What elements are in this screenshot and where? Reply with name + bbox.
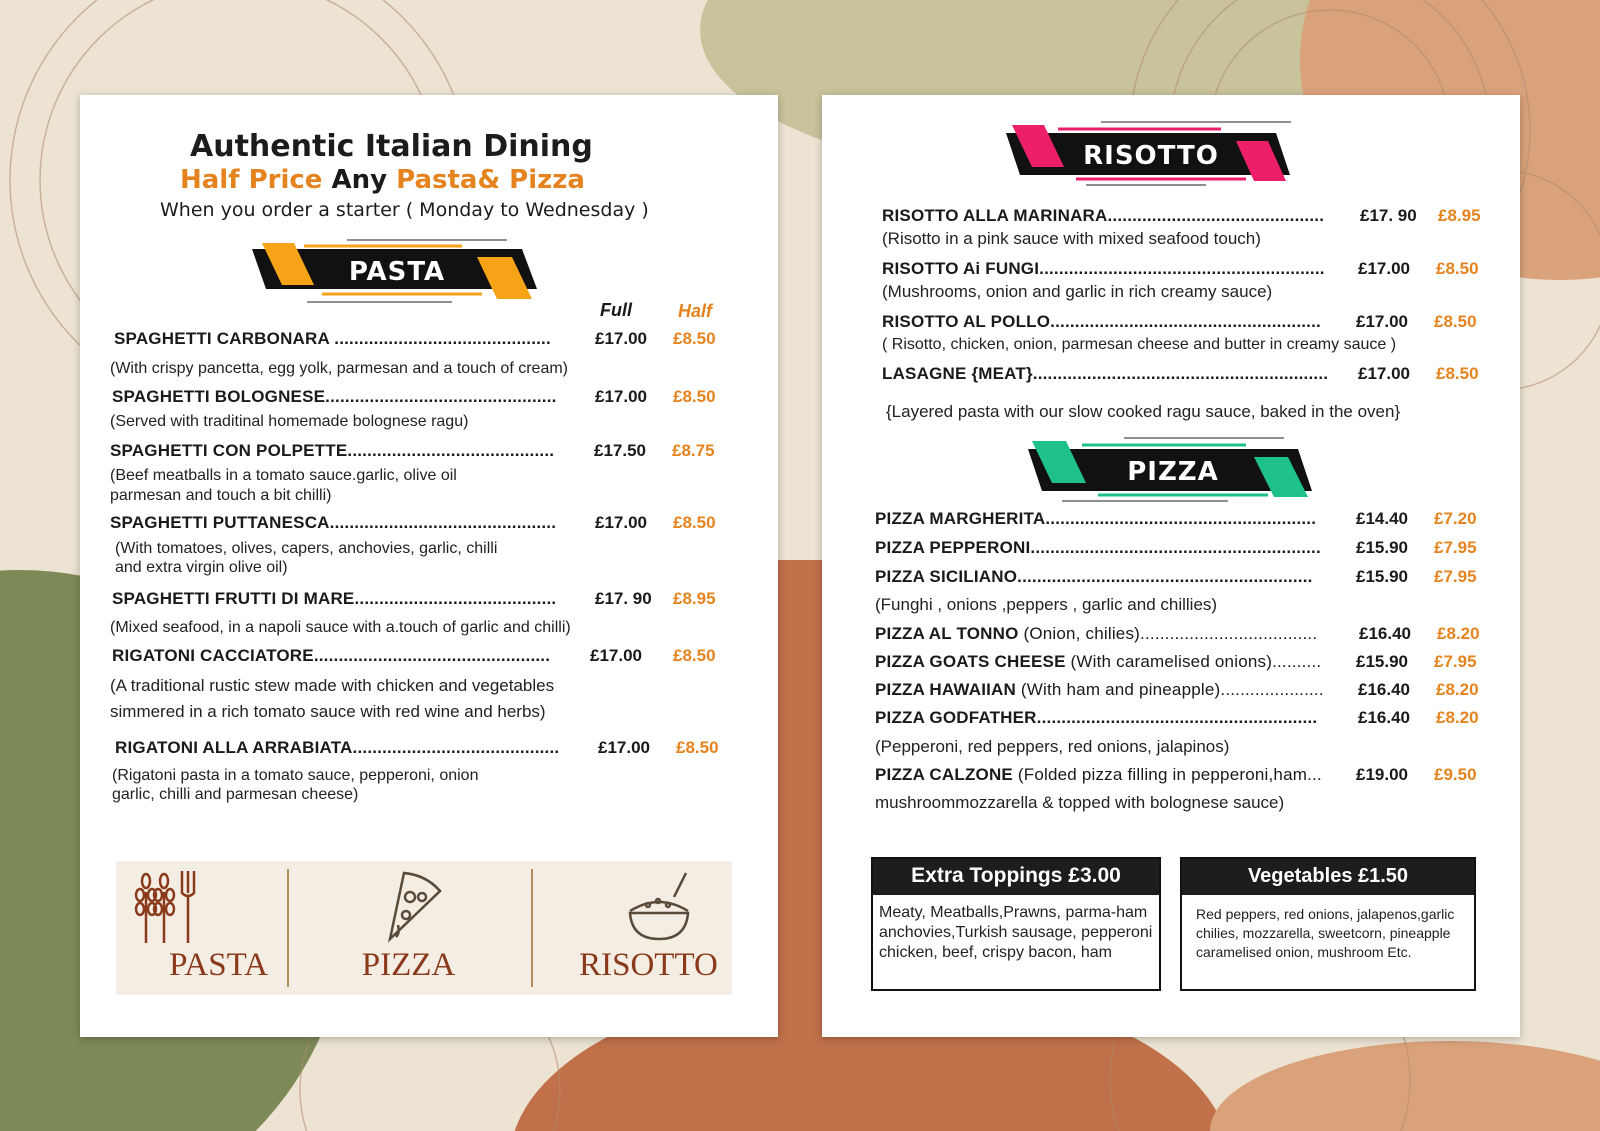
pizza-section-banner — [1028, 435, 1318, 503]
vegetables-list — [1182, 895, 1474, 972]
price-half: £8.50 — [1434, 312, 1477, 331]
menu-item-name: PIZZA AL TONNO (Onion, chilies).................................... — [875, 624, 1318, 643]
menu-item-description: ( Risotto, chicken, onion, parmesan cheese and butter in creamy sauce ) — [882, 336, 1397, 353]
menu-item-name: PIZZA SICILIANO............................................................ — [875, 567, 1313, 586]
price-half: £8.50 — [673, 513, 716, 532]
column-half-header: Half — [678, 301, 713, 321]
price-full: £15.90 — [1356, 567, 1408, 586]
risotto-section-title: RISOTTO — [1083, 141, 1219, 171]
category-risotto — [546, 861, 751, 995]
price-half: £8.50 — [673, 387, 716, 406]
category-strip — [116, 861, 732, 995]
category-divider — [531, 869, 533, 987]
menu-item-name: SPAGHETTI BOLOGNESE............................................... — [112, 387, 557, 406]
price-half: £8.50 — [676, 738, 719, 757]
menu-item-description: (Beef meatballs in a tomato sauce.garlic, olive oil — [110, 467, 457, 484]
menu-item-name: SPAGHETTI PUTTANESCA.............................................. — [110, 513, 557, 532]
menu-item-description: (Pepperoni, red peppers, red onions, jalapinos) — [875, 737, 1230, 756]
promo-any: Any — [322, 165, 397, 195]
category-label: PIZZA — [361, 947, 456, 983]
promo-half-price: Half Price — [180, 165, 323, 195]
menu-item-name: SPAGHETTI FRUTTI DI MARE......................................... — [112, 589, 557, 608]
vegetables-title: Vegetables £1.50 — [1182, 859, 1474, 895]
menu-item-name: SPAGHETTI CON POLPETTE.......................................... — [110, 441, 555, 460]
price-half: £7.95 — [1434, 567, 1477, 586]
menu-item-name: RIGATONI ALLA ARRABIATA.......................................... — [115, 738, 560, 757]
price-half: £7.20 — [1434, 509, 1477, 528]
menu-item-description: (With tomatoes, olives, capers, anchovies, garlic, chilli — [115, 540, 498, 557]
menu-item-name: PIZZA PEPPERONI........................................................... — [875, 538, 1321, 557]
price-half: £8.20 — [1436, 680, 1479, 699]
price-full: £17.00 — [598, 738, 650, 757]
price-full: £17.00 — [595, 513, 647, 532]
menu-item-name: PIZZA HAWAIIAN (With ham and pineapple)..................... — [875, 680, 1324, 699]
menu-item-description: mushroommozzarella & topped with bolognese sauce) — [875, 793, 1285, 812]
vegetables-box — [1180, 857, 1476, 991]
price-full: £19.00 — [1356, 765, 1408, 784]
price-half: £8.20 — [1437, 624, 1480, 643]
extra-toppings-line: anchovies,Turkish sausage, pepperoni — [879, 924, 1153, 941]
category-divider — [287, 869, 289, 987]
menu-item-name: SPAGHETTI CARBONARA ............................................ — [114, 329, 551, 348]
right-menu-page — [822, 95, 1520, 1037]
vegetables-line: chilies, mozzarella, sweetcorn, pineapple — [1196, 925, 1451, 941]
price-half: £8.50 — [1436, 364, 1479, 383]
price-full: £16.40 — [1359, 624, 1411, 643]
price-half: £8.95 — [673, 589, 716, 608]
price-full: £17.00 — [1358, 259, 1410, 278]
price-half: £7.95 — [1434, 652, 1477, 671]
menu-item-description: (Mushrooms, onion and garlic in rich creamy sauce) — [882, 282, 1273, 301]
menu-item-name: PIZZA MARGHERITA....................................................... — [875, 509, 1317, 528]
price-full: £17.00 — [1358, 364, 1410, 383]
promo-subtitle — [180, 165, 585, 195]
price-full: £17.00 — [595, 387, 647, 406]
pasta-section-banner — [252, 237, 542, 307]
extra-toppings-line: chicken, beef, crispy bacon, ham — [879, 944, 1113, 961]
menu-item-name: RISOTTO ALLA MARINARA............................................ — [882, 206, 1325, 225]
price-full: £16.40 — [1358, 680, 1410, 699]
vegetables-line: Red peppers, red onions, jalapenos,garlic — [1196, 906, 1455, 922]
price-full: £17.00 — [595, 329, 647, 348]
menu-item-name: PIZZA CALZONE (Folded pizza filling in pepperoni,ham... — [875, 765, 1322, 784]
price-half: £9.50 — [1434, 765, 1477, 784]
pizza-slice-icon — [376, 867, 446, 947]
menu-item-description: (Served with traditinal homemade bolognese ragu) — [110, 413, 469, 430]
menu-item-name: LASAGNE {MEAT}............................................................ — [882, 364, 1329, 383]
extra-toppings-line: Meaty, Meatballs,Prawns, parma-ham — [879, 904, 1148, 921]
left-menu-page — [80, 95, 778, 1037]
menu-item-name: RIGATONI CACCIATORE................................................ — [112, 646, 551, 665]
menu-item-description: garlic, chilli and parmesan cheese) — [112, 786, 359, 803]
price-half: £8.95 — [1438, 206, 1481, 225]
menu-item-name: RISOTTO AL POLLO....................................................... — [882, 312, 1321, 331]
menu-item-description: (A traditional rustic stew made with chicken and vegetables — [110, 676, 555, 695]
menu-item-description: (Risotto in a pink sauce with mixed seafood touch) — [882, 229, 1261, 248]
price-full: £17. 90 — [1360, 206, 1417, 225]
price-full: £17.00 — [590, 646, 642, 665]
menu-item-description: {Layered pasta with our slow cooked ragu sauce, baked in the oven} — [886, 402, 1401, 421]
pizza-section-title: PIZZA — [1127, 457, 1219, 487]
column-full-header: Full — [600, 300, 632, 320]
price-full: £14.40 — [1356, 509, 1408, 528]
menu-item-description: (Mixed seafood, in a napoli sauce with a.touch of garlic and chilli) — [110, 619, 571, 636]
menu-item-description: and extra virgin olive oil) — [115, 559, 288, 576]
price-half: £7.95 — [1434, 538, 1477, 557]
category-label: PASTA — [169, 947, 268, 983]
price-full: £16.40 — [1358, 708, 1410, 727]
risotto-bowl-icon — [624, 867, 694, 947]
price-half: £8.50 — [1436, 259, 1479, 278]
price-full: £17.00 — [1356, 312, 1408, 331]
wheat-fork-icon — [134, 867, 204, 947]
price-full: £17.50 — [594, 441, 646, 460]
extra-toppings-title: Extra Toppings £3.00 — [873, 859, 1159, 895]
menu-item-description: simmered in a rich tomato sauce with red wine and herbs) — [110, 702, 546, 721]
promo-pasta-pizza: Pasta& Pizza — [396, 165, 585, 195]
category-pizza — [306, 861, 511, 995]
risotto-section-banner — [1006, 119, 1296, 187]
price-half: £8.50 — [673, 329, 716, 348]
price-full: £15.90 — [1356, 538, 1408, 557]
menu-item-name: RISOTTO Ai FUNGI.......................................................... — [882, 259, 1325, 278]
price-half: £8.50 — [673, 646, 716, 665]
price-half: £8.75 — [672, 441, 715, 460]
price-full: £17. 90 — [595, 589, 652, 608]
vegetables-line: caramelised onion, mushroom Etc. — [1196, 944, 1412, 960]
menu-item-name: PIZZA GODFATHER......................................................... — [875, 708, 1318, 727]
extra-toppings-box — [871, 857, 1161, 991]
menu-item-description: parmesan and touch a bit chilli) — [110, 487, 332, 504]
menu-item-name: PIZZA GOATS CHEESE (With caramelised onions).......... — [875, 652, 1322, 671]
price-half: £8.20 — [1436, 708, 1479, 727]
category-label: RISOTTO — [579, 947, 718, 983]
menu-item-description: (Rigatoni pasta in a tomato sauce, pepperoni, onion — [112, 767, 479, 784]
category-pasta — [116, 861, 321, 995]
menu-title: Authentic Italian Dining — [190, 129, 593, 164]
price-full: £15.90 — [1356, 652, 1408, 671]
pasta-section-title: PASTA — [348, 257, 446, 287]
extra-toppings-list — [873, 895, 1159, 971]
promo-note: When you order a starter ( Monday to Wednesday ) — [160, 199, 649, 221]
menu-item-description: (Funghi , onions ,peppers , garlic and chillies) — [875, 595, 1218, 614]
menu-item-description: (With crispy pancetta, egg yolk, parmesan and a touch of cream) — [110, 360, 568, 377]
